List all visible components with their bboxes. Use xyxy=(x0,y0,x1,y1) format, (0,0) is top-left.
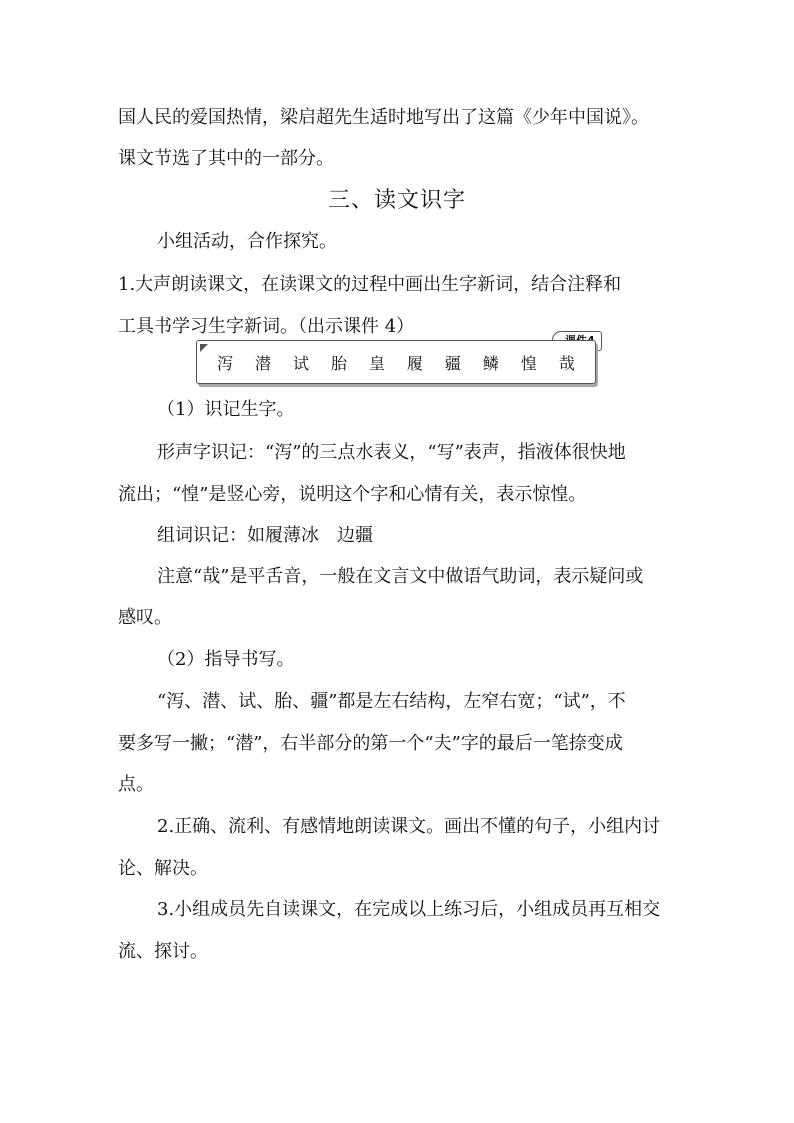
paragraph-line: 点。 xyxy=(118,774,154,795)
courseware-char: 惶 xyxy=(520,354,537,373)
paragraph-line: 流出；“惶”是竖心旁，说明这个字和心情有关，表示惊惶。 xyxy=(118,484,587,505)
card-corner-decoration xyxy=(200,344,208,352)
list-item-2-line: 论、解决。 xyxy=(118,858,208,879)
courseware-char: 疆 xyxy=(444,354,461,373)
sub-heading: （2）指导书写。 xyxy=(157,649,295,670)
list-item-2-line: 2.正确、流利、有感情地朗读课文。画出不懂的句子，小组内讨 xyxy=(157,816,661,837)
paragraph-line: 国人民的爱国热情，梁启超先生适时地写出了这篇《少年中国说》。 xyxy=(118,107,649,128)
list-item-3-line: 流、探讨。 xyxy=(118,941,208,962)
list-item-3-line: 3.小组成员先自读课文，在完成以上练习后，小组成员再互相交 xyxy=(157,899,661,920)
courseware-char: 哉 xyxy=(558,354,575,373)
paragraph-line: 感叹。 xyxy=(118,607,172,628)
courseware-char: 鳞 xyxy=(482,354,499,373)
courseware-char: 胎 xyxy=(330,354,347,373)
paragraph-line: 注意“哉”是平舌音，一般在文言文中做语气助词，表示疑问或 xyxy=(157,566,644,587)
paragraph-line: 课文节选了其中的一部分。 xyxy=(118,148,334,169)
courseware-char: 试 xyxy=(292,354,309,373)
courseware-char: 皇 xyxy=(368,354,385,373)
section-heading: 三、读文识字 xyxy=(327,188,466,213)
courseware-char: 泻 xyxy=(217,354,234,373)
sub-heading: （1）识记生字。 xyxy=(157,399,295,420)
courseware-char: 潜 xyxy=(254,354,271,373)
courseware-card xyxy=(196,340,596,384)
paragraph-line: 要多写一撇；“潜”，右半部分的第一个“夫”字的最后一笔捺变成 xyxy=(118,733,623,754)
paragraph-line: 组词识记：如履薄冰 边疆 xyxy=(157,525,373,546)
paragraph-line: 小组活动，合作探究。 xyxy=(157,231,337,252)
paragraph-line: “泻、潜、试、胎、疆”都是左右结构，左窄右宽；“试”，不 xyxy=(157,691,626,712)
paragraph-line: 形声字识记：“泻”的三点水表义，“写”表声，指液体很快地 xyxy=(157,442,626,463)
courseware-char-list xyxy=(217,354,575,374)
list-item-1-line: 1.大声朗读课文，在读课文的过程中画出生字新词，结合注释和 xyxy=(118,274,622,295)
list-item-1-line: 工具书学习生字新词。（出示课件 4） xyxy=(118,316,415,337)
courseware-char: 履 xyxy=(406,354,423,373)
